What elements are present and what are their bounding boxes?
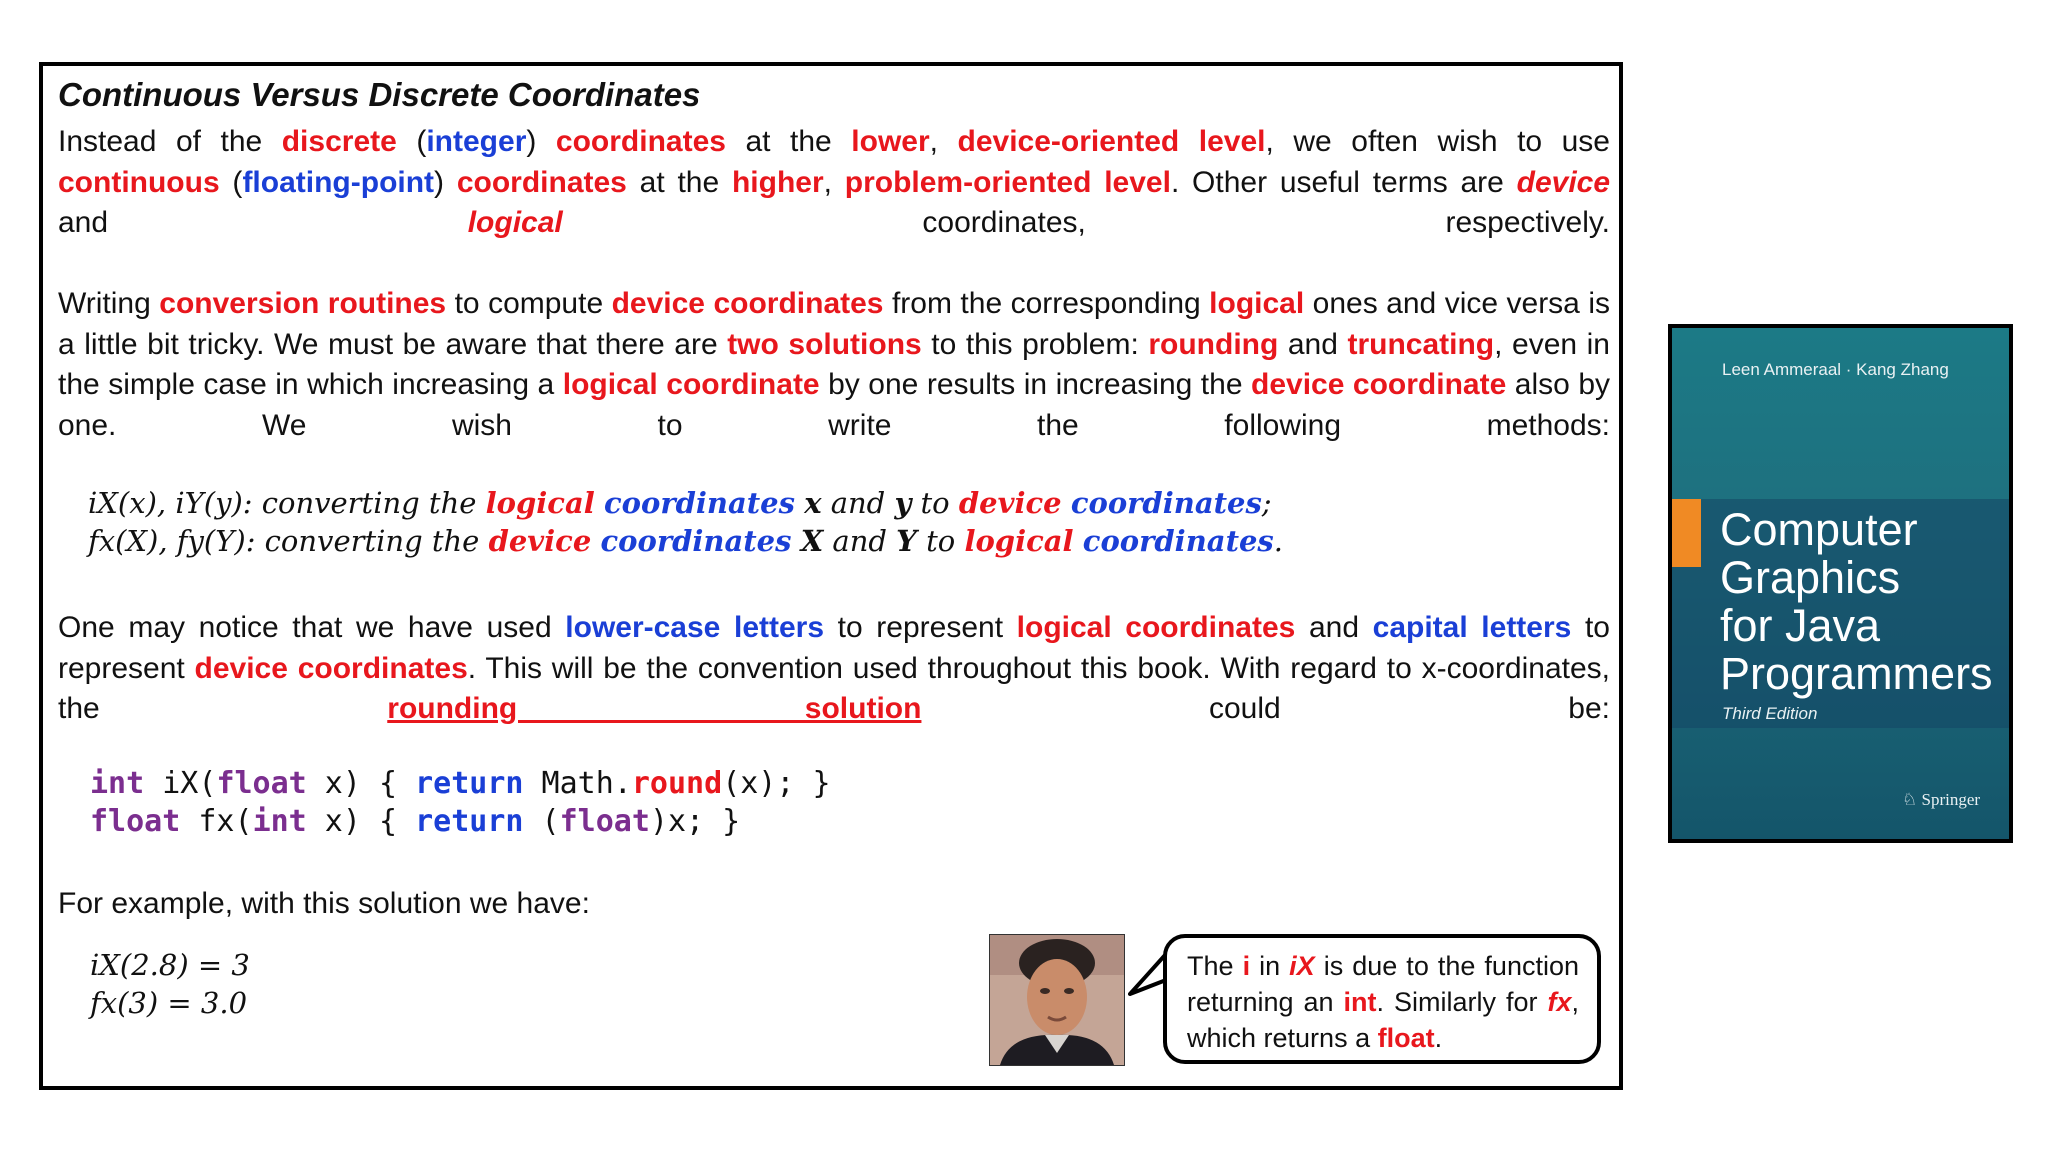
text-run: is due to the function returning an bbox=[1187, 951, 1579, 1017]
highlighted-term: logical bbox=[964, 524, 1074, 558]
text-run: . This will be the convention used throughout this book. With regard to x-coordinates, the bbox=[58, 651, 1611, 725]
text-run: ) bbox=[434, 165, 457, 199]
text-run: and bbox=[1295, 611, 1373, 644]
text-run: . Other useful terms are bbox=[1170, 165, 1517, 199]
highlighted-term: rounding bbox=[1148, 327, 1279, 361]
text-run: ones and vice versa is a little bit tricky. We must be aware that there are bbox=[58, 287, 1610, 361]
method-ix-iy bbox=[88, 484, 1272, 522]
highlighted-term: continuous bbox=[58, 165, 220, 199]
paragraph-example: For example, with this solution we have: bbox=[58, 887, 590, 920]
book-title-line: Graphics bbox=[1720, 552, 1901, 603]
presenter-face-image bbox=[990, 935, 1124, 1065]
text-run: and bbox=[58, 206, 468, 239]
text-run bbox=[595, 486, 604, 520]
book-edition: Third Edition bbox=[1722, 704, 1818, 723]
highlighted-term: X bbox=[800, 524, 824, 558]
text-run: to bbox=[916, 524, 965, 558]
text-run: to represent bbox=[824, 611, 1017, 644]
springer-logo-icon: ♘ bbox=[1902, 790, 1922, 809]
text-run: (x); } bbox=[722, 766, 831, 801]
text-run: , we often wish to use bbox=[1265, 125, 1610, 158]
method-fx-fy bbox=[88, 522, 1283, 560]
highlighted-term: round bbox=[631, 766, 723, 801]
highlighted-term: logical coordinates bbox=[1016, 611, 1296, 644]
text-run: coordinates, respectively. bbox=[562, 206, 1611, 239]
book-title-line: for Java bbox=[1720, 600, 1881, 651]
text-run: ( bbox=[523, 804, 560, 839]
text-run: Instead of the bbox=[58, 125, 282, 158]
text-run: One may notice that we have used bbox=[58, 611, 566, 644]
highlighted-term: device coordinates bbox=[611, 287, 884, 320]
highlighted-term: int bbox=[1343, 987, 1377, 1017]
text-run bbox=[591, 524, 600, 558]
text-run: . bbox=[1434, 1023, 1443, 1053]
text-run: , bbox=[823, 165, 845, 199]
highlighted-term: discrete bbox=[281, 125, 397, 158]
text-run: iX(x), iY(y): converting the bbox=[88, 486, 486, 520]
book-publisher bbox=[1902, 790, 1980, 810]
book-title-line: Computer bbox=[1720, 504, 1918, 555]
highlighted-term: problem-oriented level bbox=[844, 165, 1171, 199]
highlighted-term: coordinates bbox=[1082, 524, 1274, 558]
text-run bbox=[791, 524, 800, 558]
text-run: )x; } bbox=[649, 804, 741, 839]
highlighted-term: device coordinate bbox=[1251, 368, 1507, 401]
text-run: ( bbox=[396, 125, 427, 158]
highlighted-term: truncating bbox=[1347, 327, 1495, 361]
highlighted-term: coordinates bbox=[600, 524, 792, 558]
highlighted-term: int bbox=[90, 766, 145, 801]
text-run: from the corresponding bbox=[883, 287, 1210, 320]
text-run: also by one. We wish to write the following methods: bbox=[58, 368, 1610, 442]
highlighted-term: float bbox=[1377, 1023, 1435, 1053]
text-run: , even in the simple case in which increasing a bbox=[58, 327, 1610, 401]
text-run: . bbox=[1273, 524, 1283, 558]
highlighted-term: Y bbox=[896, 524, 917, 558]
highlighted-term: float bbox=[559, 804, 650, 839]
text-run: ( bbox=[219, 165, 243, 199]
text-run: ; bbox=[1261, 486, 1272, 520]
speech-bubble-text bbox=[1187, 948, 1579, 1056]
presenter-avatar bbox=[989, 934, 1125, 1066]
highlighted-term: float bbox=[216, 766, 307, 801]
text-run: . Similarly for bbox=[1376, 987, 1548, 1017]
text-run: at the bbox=[725, 125, 852, 158]
text-run: and bbox=[1278, 327, 1348, 361]
text-run: in bbox=[1250, 951, 1290, 981]
book-cover bbox=[1668, 324, 2013, 843]
text-run: could be: bbox=[921, 692, 1610, 725]
text-run: and bbox=[823, 524, 897, 558]
text-run: ) bbox=[526, 125, 556, 158]
paragraph-convention bbox=[58, 608, 1610, 730]
code-line-fx bbox=[90, 803, 740, 841]
highlighted-term: coordinates bbox=[555, 125, 726, 158]
highlighted-term: int bbox=[252, 804, 307, 839]
highlighted-term: device bbox=[958, 486, 1062, 520]
highlighted-term: logical coordinate bbox=[562, 368, 820, 401]
highlighted-term: capital letters bbox=[1372, 611, 1572, 644]
text-run: x) { bbox=[306, 804, 416, 839]
highlighted-term: device bbox=[1516, 165, 1611, 199]
highlighted-term: two solutions bbox=[727, 327, 922, 361]
text-run: Math. bbox=[523, 766, 632, 801]
text-run: to compute bbox=[446, 287, 612, 320]
text-run: iX( bbox=[144, 766, 217, 801]
highlighted-term: logical bbox=[467, 206, 563, 239]
book-authors: Leen Ammeraal · Kang Zhang bbox=[1722, 360, 1949, 379]
text-run: fx(X), fy(Y): converting the bbox=[88, 524, 489, 558]
text-run bbox=[1062, 486, 1071, 520]
highlighted-term: coordinates bbox=[456, 165, 627, 199]
example-ix: iX(2.8) = 3 bbox=[90, 948, 250, 982]
highlighted-term: x bbox=[804, 486, 822, 520]
text-run: Writing bbox=[58, 287, 160, 320]
book-publisher-name: Springer bbox=[1921, 790, 1981, 809]
highlighted-term: lower-case letters bbox=[565, 611, 825, 644]
text-run bbox=[795, 486, 804, 520]
example-fx: fx(3) = 3.0 bbox=[90, 986, 248, 1020]
book-cover-accent bbox=[1672, 499, 1701, 567]
highlighted-term: higher bbox=[731, 165, 824, 199]
text-run: and bbox=[821, 486, 895, 520]
highlighted-term: rounding solution bbox=[387, 692, 922, 725]
paragraph-intro bbox=[58, 122, 1610, 244]
text-run: by one results in increasing the bbox=[819, 368, 1252, 401]
text-run: to represent bbox=[58, 611, 1610, 685]
highlighted-term: logical bbox=[485, 486, 595, 520]
highlighted-term: float bbox=[90, 804, 181, 839]
book-title-line: Programmers bbox=[1720, 648, 1993, 699]
text-run: at the bbox=[626, 165, 732, 199]
highlighted-term: return bbox=[415, 804, 524, 839]
text-run: The bbox=[1187, 951, 1243, 981]
text-run: to bbox=[911, 486, 959, 520]
highlighted-term: conversion routines bbox=[159, 287, 447, 320]
text-run: fx( bbox=[180, 804, 253, 839]
highlighted-term: coordinates bbox=[1070, 486, 1262, 520]
slide-title: Continuous Versus Discrete Coordinates bbox=[58, 76, 701, 113]
highlighted-term: integer bbox=[426, 125, 527, 158]
highlighted-term: floating-point bbox=[242, 165, 435, 199]
highlighted-term: i bbox=[1242, 951, 1251, 981]
highlighted-term: iX bbox=[1289, 951, 1315, 981]
code-line-ix bbox=[90, 765, 831, 803]
highlighted-term: device-oriented level bbox=[957, 125, 1266, 158]
highlighted-term: device bbox=[488, 524, 592, 558]
highlighted-term: device coordinates bbox=[194, 651, 468, 685]
text-run: , bbox=[929, 125, 958, 158]
highlighted-term: logical bbox=[1209, 287, 1305, 320]
paragraph-conversion bbox=[58, 284, 1610, 446]
text-run: to this problem: bbox=[921, 327, 1149, 361]
highlighted-term: fx bbox=[1547, 987, 1572, 1017]
highlighted-term: y bbox=[894, 486, 912, 520]
highlighted-term: return bbox=[415, 766, 524, 801]
text-run bbox=[1074, 524, 1083, 558]
highlighted-term: lower bbox=[851, 125, 930, 158]
highlighted-term: coordinates bbox=[604, 486, 795, 520]
text-run: x) { bbox=[306, 766, 416, 801]
speech-bubble bbox=[1163, 934, 1601, 1064]
speech-bubble-tail bbox=[1128, 950, 1168, 998]
book-title bbox=[1720, 506, 2010, 698]
text-run: , which returns a bbox=[1187, 987, 1579, 1053]
